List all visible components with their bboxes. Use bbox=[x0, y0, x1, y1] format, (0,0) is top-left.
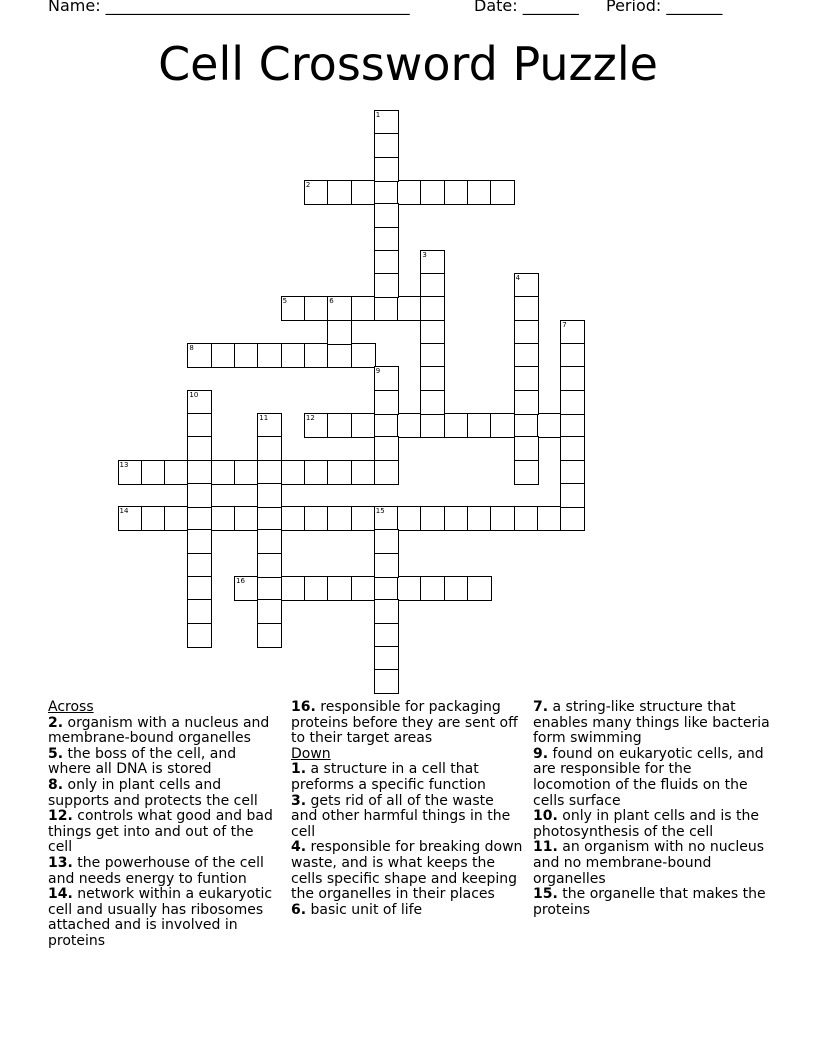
grid-cell[interactable] bbox=[374, 623, 399, 648]
grid-cell[interactable] bbox=[374, 250, 399, 275]
clue-item bbox=[291, 903, 523, 919]
grid-cell[interactable] bbox=[257, 413, 282, 438]
across-clue-list-continued bbox=[291, 700, 523, 747]
grid-cell[interactable] bbox=[257, 599, 282, 624]
grid-cell[interactable] bbox=[420, 413, 445, 438]
grid-cell[interactable] bbox=[327, 506, 352, 531]
grid-cell[interactable] bbox=[420, 273, 445, 298]
grid-cell[interactable] bbox=[514, 273, 539, 298]
grid-cell[interactable] bbox=[420, 296, 445, 321]
grid-cell[interactable] bbox=[281, 296, 306, 321]
grid-cell[interactable] bbox=[234, 460, 259, 485]
down-clue-list-continued bbox=[533, 700, 773, 918]
clue-item bbox=[48, 887, 273, 949]
clue-item-text: network within a eukaryotic cell and usually has ribosomes attached and is involved in proteins bbox=[48, 886, 273, 949]
grid-cell[interactable] bbox=[211, 343, 236, 368]
grid-cell[interactable] bbox=[467, 413, 492, 438]
grid-cell[interactable] bbox=[351, 576, 376, 601]
grid-cell[interactable] bbox=[467, 576, 492, 601]
grid-cell[interactable] bbox=[374, 227, 399, 252]
grid-cell[interactable] bbox=[187, 529, 212, 554]
grid-cell[interactable] bbox=[374, 413, 399, 438]
grid-cell[interactable] bbox=[281, 506, 306, 531]
grid-cell[interactable] bbox=[141, 506, 166, 531]
grid-cell[interactable] bbox=[420, 343, 445, 368]
clue-item-number: 14. bbox=[48, 886, 73, 903]
grid-cell[interactable] bbox=[327, 296, 352, 321]
clue-item-text: the boss of the cell, and where all DNA is stored bbox=[48, 745, 237, 778]
grid-cell[interactable] bbox=[187, 599, 212, 624]
grid-cell[interactable] bbox=[514, 506, 539, 531]
across-clue-list bbox=[48, 716, 273, 950]
grid-cell[interactable] bbox=[560, 460, 585, 485]
grid-cell[interactable] bbox=[467, 506, 492, 531]
clue-item bbox=[291, 762, 523, 793]
grid-cell[interactable] bbox=[444, 413, 469, 438]
grid-cell[interactable] bbox=[374, 296, 399, 321]
clue-number: 8 bbox=[189, 344, 194, 352]
grid-cell[interactable] bbox=[327, 460, 352, 485]
grid-cell[interactable] bbox=[351, 460, 376, 485]
grid-cell[interactable] bbox=[187, 343, 212, 368]
grid-cell[interactable] bbox=[374, 180, 399, 205]
grid-cell[interactable] bbox=[420, 576, 445, 601]
clue-item-text: responsible for packaging proteins before they are sent off to their target areas bbox=[291, 699, 518, 747]
clue-number: 2 bbox=[305, 180, 311, 189]
grid-cell[interactable] bbox=[514, 296, 539, 321]
clue-item-number: 16. bbox=[291, 699, 316, 715]
grid-cell[interactable] bbox=[374, 576, 399, 601]
grid-cell[interactable] bbox=[560, 506, 585, 531]
clue-item bbox=[48, 809, 273, 856]
grid-cell[interactable] bbox=[560, 413, 585, 438]
grid-cell[interactable] bbox=[514, 366, 539, 391]
clue-item-number: 8. bbox=[48, 776, 64, 793]
grid-cell[interactable] bbox=[257, 553, 282, 578]
clue-number: 14 bbox=[119, 507, 129, 516]
clue-item-text: a structure in a cell that preforms a specific function bbox=[291, 761, 486, 793]
grid-cell[interactable] bbox=[304, 460, 329, 485]
grid-cell[interactable] bbox=[304, 506, 329, 531]
across-heading: Across bbox=[48, 699, 94, 715]
grid-cell[interactable] bbox=[141, 460, 166, 485]
grid-cell[interactable] bbox=[257, 506, 282, 531]
grid-cell[interactable] bbox=[560, 390, 585, 415]
grid-cell[interactable] bbox=[444, 576, 469, 601]
clue-number: 5 bbox=[282, 297, 288, 306]
grid-cell[interactable] bbox=[351, 506, 376, 531]
grid-cell[interactable] bbox=[374, 553, 399, 578]
grid-cell[interactable] bbox=[257, 576, 282, 601]
clue-item bbox=[533, 887, 773, 918]
grid-cell[interactable] bbox=[327, 320, 352, 345]
grid-cell[interactable] bbox=[187, 483, 212, 508]
clue-number: 15 bbox=[375, 507, 385, 516]
grid-cell[interactable] bbox=[234, 343, 259, 368]
grid-cell[interactable] bbox=[444, 180, 469, 205]
grid-cell[interactable] bbox=[490, 413, 515, 438]
grid-cell[interactable] bbox=[187, 506, 212, 531]
clue-item-number: 2. bbox=[48, 714, 64, 731]
grid-cell[interactable] bbox=[444, 506, 469, 531]
clue-item-text: only in plant cells and supports and protects the cell bbox=[48, 776, 258, 809]
clue-item-number: 7. bbox=[533, 699, 549, 715]
grid-cell[interactable] bbox=[211, 460, 236, 485]
grid-cell[interactable] bbox=[560, 483, 585, 508]
grid-cell[interactable] bbox=[118, 506, 143, 531]
clue-item-text: the organelle that makes the proteins bbox=[533, 886, 766, 918]
clue-number: 9 bbox=[375, 367, 381, 376]
grid-cell[interactable] bbox=[304, 180, 329, 205]
clue-number: 12 bbox=[305, 413, 315, 422]
grid-cell[interactable] bbox=[514, 320, 539, 345]
grid-cell[interactable] bbox=[374, 646, 399, 671]
grid-cell[interactable] bbox=[560, 320, 585, 345]
grid-cell[interactable] bbox=[187, 390, 212, 415]
clue-item-number: 13. bbox=[48, 854, 73, 871]
clue-item-text: responsible for breaking down waste, and is what keeps the cells specific shape and keeping the organelles in their places bbox=[291, 839, 523, 903]
clue-item bbox=[48, 778, 273, 809]
grid-cell[interactable] bbox=[374, 157, 399, 182]
grid-cell[interactable] bbox=[211, 506, 236, 531]
clue-item bbox=[48, 856, 273, 887]
grid-cell[interactable] bbox=[397, 296, 422, 321]
clue-item-number: 3. bbox=[291, 792, 307, 809]
grid-cell[interactable] bbox=[187, 436, 212, 461]
clue-item bbox=[533, 747, 773, 809]
clue-item bbox=[533, 700, 773, 747]
grid-cell[interactable] bbox=[420, 320, 445, 345]
grid-cell[interactable] bbox=[281, 460, 306, 485]
clue-item-number: 9. bbox=[533, 745, 549, 762]
grid-cell[interactable] bbox=[234, 576, 259, 601]
clue-item-number: 10. bbox=[533, 808, 558, 825]
clue-item bbox=[291, 840, 523, 902]
grid-cell[interactable] bbox=[420, 250, 445, 275]
grid-cell[interactable] bbox=[490, 180, 515, 205]
clue-number: 1 bbox=[375, 111, 381, 119]
grid-cell[interactable] bbox=[327, 413, 352, 438]
grid-cell[interactable] bbox=[514, 343, 539, 368]
clue-item-text: only in plant cells and is the photosynthesis of the cell bbox=[533, 808, 759, 840]
grid-cell[interactable] bbox=[257, 436, 282, 461]
clue-item-text: found on eukaryotic cells, and are responsible for the locomotion of the fluids on the cells surface bbox=[533, 745, 764, 809]
clue-number: 13 bbox=[119, 460, 129, 469]
name-field-label[interactable]: Name: ______________________________________ bbox=[48, 0, 410, 15]
grid-cell[interactable] bbox=[187, 460, 212, 485]
grid-cell[interactable] bbox=[257, 623, 282, 648]
clue-item bbox=[291, 700, 523, 747]
grid-cell[interactable] bbox=[351, 413, 376, 438]
grid-cell[interactable] bbox=[327, 343, 352, 368]
date-field-label[interactable]: Date: _______ bbox=[474, 0, 579, 15]
grid-cell[interactable] bbox=[514, 436, 539, 461]
grid-cell[interactable] bbox=[187, 576, 212, 601]
clue-item-text: controls what good and bad things get into and out of the cell bbox=[48, 808, 273, 856]
page-title: Cell Crossword Puzzle bbox=[158, 37, 658, 91]
clues-column-1 bbox=[48, 700, 273, 950]
clue-number: 3 bbox=[422, 250, 427, 259]
grid-cell[interactable] bbox=[234, 506, 259, 531]
grid-cell[interactable] bbox=[560, 343, 585, 368]
grid-cell[interactable] bbox=[374, 599, 399, 624]
grid-cell[interactable] bbox=[374, 436, 399, 461]
grid-cell[interactable] bbox=[397, 506, 422, 531]
grid-cell[interactable] bbox=[514, 460, 539, 485]
clue-item-text: an organism with no nucleus and no membrane-bound organelles bbox=[533, 839, 765, 887]
clue-item-text: a string-like structure that enables many things like bacteria form swimming bbox=[533, 699, 770, 747]
clue-item-number: 5. bbox=[48, 745, 64, 762]
clue-item-text: the powerhouse of the cell and needs energy to funtion bbox=[48, 854, 264, 887]
clue-item bbox=[533, 840, 773, 887]
clues-column-2 bbox=[291, 700, 523, 918]
grid-cell[interactable] bbox=[490, 506, 515, 531]
clue-item-number: 15. bbox=[533, 886, 558, 903]
grid-cell[interactable] bbox=[164, 506, 189, 531]
grid-cell[interactable] bbox=[257, 483, 282, 508]
grid-cell[interactable] bbox=[327, 180, 352, 205]
grid-cell[interactable] bbox=[374, 390, 399, 415]
grid-cell[interactable] bbox=[537, 506, 562, 531]
clue-item bbox=[533, 809, 773, 840]
grid-cell[interactable] bbox=[397, 576, 422, 601]
grid-cell[interactable] bbox=[420, 506, 445, 531]
clue-item bbox=[291, 794, 523, 841]
grid-cell[interactable] bbox=[397, 413, 422, 438]
clue-item-number: 1. bbox=[291, 761, 307, 778]
down-heading: Down bbox=[291, 745, 331, 762]
clue-item bbox=[48, 747, 273, 778]
grid-cell[interactable] bbox=[374, 273, 399, 298]
clue-number: 11 bbox=[259, 413, 269, 422]
grid-cell[interactable] bbox=[374, 110, 399, 135]
grid-cell[interactable] bbox=[374, 669, 399, 694]
grid-cell[interactable] bbox=[118, 460, 143, 485]
grid-cell[interactable] bbox=[514, 390, 539, 415]
grid-cell[interactable] bbox=[467, 180, 492, 205]
grid-cell[interactable] bbox=[374, 460, 399, 485]
grid-cell[interactable] bbox=[257, 460, 282, 485]
grid-cell[interactable] bbox=[374, 506, 399, 531]
grid-cell[interactable] bbox=[560, 366, 585, 391]
clue-item-number: 11. bbox=[533, 839, 558, 856]
grid-cell[interactable] bbox=[281, 576, 306, 601]
clues-column-3 bbox=[533, 700, 773, 918]
grid-cell[interactable] bbox=[257, 529, 282, 554]
clue-item-number: 12. bbox=[48, 808, 73, 825]
clue-number: 10 bbox=[189, 390, 199, 399]
grid-cell[interactable] bbox=[351, 343, 376, 368]
grid-cell[interactable] bbox=[187, 553, 212, 578]
clue-item-text: basic unit of life bbox=[306, 901, 423, 918]
grid-cell[interactable] bbox=[560, 436, 585, 461]
grid-cell[interactable] bbox=[257, 343, 282, 368]
grid-cell[interactable] bbox=[514, 413, 539, 438]
grid-cell[interactable] bbox=[374, 366, 399, 391]
grid-cell[interactable] bbox=[281, 343, 306, 368]
clue-number: 16 bbox=[236, 577, 245, 585]
grid-cell[interactable] bbox=[420, 180, 445, 205]
grid-cell[interactable] bbox=[187, 623, 212, 648]
grid-cell[interactable] bbox=[164, 460, 189, 485]
clue-item bbox=[48, 716, 273, 747]
clue-number: 6 bbox=[329, 297, 334, 306]
grid-cell[interactable] bbox=[304, 343, 329, 368]
grid-cell[interactable] bbox=[304, 576, 329, 601]
grid-cell[interactable] bbox=[420, 366, 445, 391]
grid-cell[interactable] bbox=[374, 133, 399, 158]
grid-cell[interactable] bbox=[537, 413, 562, 438]
grid-cell[interactable] bbox=[420, 390, 445, 415]
clue-item-text: organism with a nucleus and membrane-bound organelles bbox=[48, 714, 270, 747]
period-field-label[interactable]: Period: _______ bbox=[606, 0, 723, 15]
grid-cell[interactable] bbox=[351, 180, 376, 205]
clue-item-number: 4. bbox=[291, 839, 307, 856]
grid-cell[interactable] bbox=[327, 576, 352, 601]
clue-number: 4 bbox=[515, 274, 521, 283]
grid-cell[interactable] bbox=[374, 203, 399, 228]
grid-cell[interactable] bbox=[304, 413, 329, 438]
down-clue-list bbox=[291, 762, 523, 918]
grid-cell[interactable] bbox=[397, 180, 422, 205]
clue-item-text: gets rid of all of the waste and other harmful things in the cell bbox=[291, 792, 511, 840]
grid-cell[interactable] bbox=[351, 296, 376, 321]
grid-cell[interactable] bbox=[304, 296, 329, 321]
clue-number: 7 bbox=[562, 320, 567, 329]
clue-item-number: 6. bbox=[291, 901, 307, 918]
grid-cell[interactable] bbox=[374, 529, 399, 554]
grid-cell[interactable] bbox=[187, 413, 212, 438]
